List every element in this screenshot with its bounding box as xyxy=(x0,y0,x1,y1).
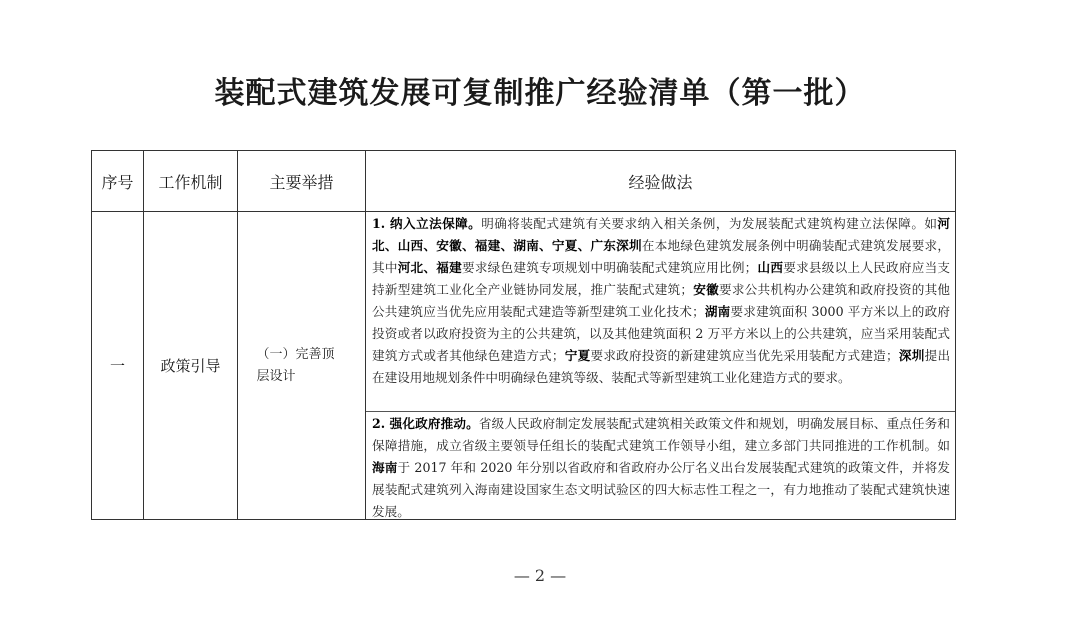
body-text: 要求绿色建筑专项规划中明确装配式建筑应用比例； xyxy=(461,260,758,275)
row-index: 一 xyxy=(92,212,144,520)
emphasis-text: 深圳 xyxy=(898,348,925,363)
document-title: 装配式建筑发展可复制推广经验清单（第一批） xyxy=(214,76,866,111)
emphasis-text: 宁夏 xyxy=(564,348,591,363)
emphasis-text: 山西 xyxy=(757,260,784,275)
emphasis-text: 2. 强化政府推动。 xyxy=(372,416,479,431)
table-row xyxy=(92,212,956,520)
experience-item-1 xyxy=(366,212,955,412)
body-text: 省级人民政府制定发展装配式建筑相关政策文件和规划，明确发展目标、重点任务和保障措施，成立省级主要领导任组长的装配式建筑工作领导小组，建立多部门共同推进的工作机制。如 xyxy=(372,416,950,453)
table-header-row xyxy=(92,151,956,212)
header-measure: 主要举措 xyxy=(238,151,366,212)
emphasis-text: 安徽 xyxy=(693,282,719,297)
row-measure: （一）完善顶层设计 xyxy=(256,346,335,384)
body-text: 要求政府投资的新建建筑应当优先采用装配方式建造； xyxy=(590,348,899,363)
experience-table xyxy=(91,150,956,520)
emphasis-text: 湖南 xyxy=(704,304,731,319)
row-mechanism: 政策引导 xyxy=(144,212,238,520)
header-experience: 经验做法 xyxy=(366,151,956,212)
body-text: 要求县级以上人民政府应当支持新型建筑工业化全产业链协同发展，推广装配式建筑； xyxy=(372,260,951,297)
experience-item-2 xyxy=(366,412,955,519)
header-index: 序号 xyxy=(92,151,144,212)
body-text: 于 2017 年和 2020 年分别以省政府和省政府办公厅名义出台发展装配式建筑的政策文件，并将发展装配式建筑列入海南建设国家生态文明试验区的四大标志性工程之一，有力地推动了装配式建筑快速发展。 xyxy=(372,460,950,519)
emphasis-text: 海南 xyxy=(372,460,398,475)
body-text: 明确将装配式建筑有关要求纳入相关条例，为发展装配式建筑构建立法保障。如 xyxy=(481,216,938,231)
row-measure-cell xyxy=(238,212,366,520)
emphasis-text: 河北、福建 xyxy=(397,260,462,275)
row-experience-cell xyxy=(366,212,956,520)
emphasis-text: 1. 纳入立法保障。 xyxy=(372,216,482,231)
body-text: 要求公共机构办公建筑和政府投资的其他公共建筑应当优先应用装配式建造等新型建筑工业化技术； xyxy=(372,282,951,319)
emphasis-text: 河北、山西、安徽、福建、湖南、宁夏、广东深圳 xyxy=(372,216,950,253)
body-text: 要求建筑面积 3000 平方米以上的政府投资或者以政府投资为主的公共建筑，以及其他建筑面积 2 万平方米以上的公共建筑，应当采用装配式建筑方式或者其他绿色建造方式； xyxy=(372,304,951,363)
page-number: — 2 — xyxy=(513,566,567,585)
body-text: 在本地绿色建筑发展条例中明确装配式建筑发展要求，其中 xyxy=(372,238,951,275)
body-text: 提出在建设用地规划条件中明确绿色建筑等级、装配式等新型建筑工业化建造方式的要求。 xyxy=(372,348,951,385)
header-mechanism: 工作机制 xyxy=(144,151,238,212)
